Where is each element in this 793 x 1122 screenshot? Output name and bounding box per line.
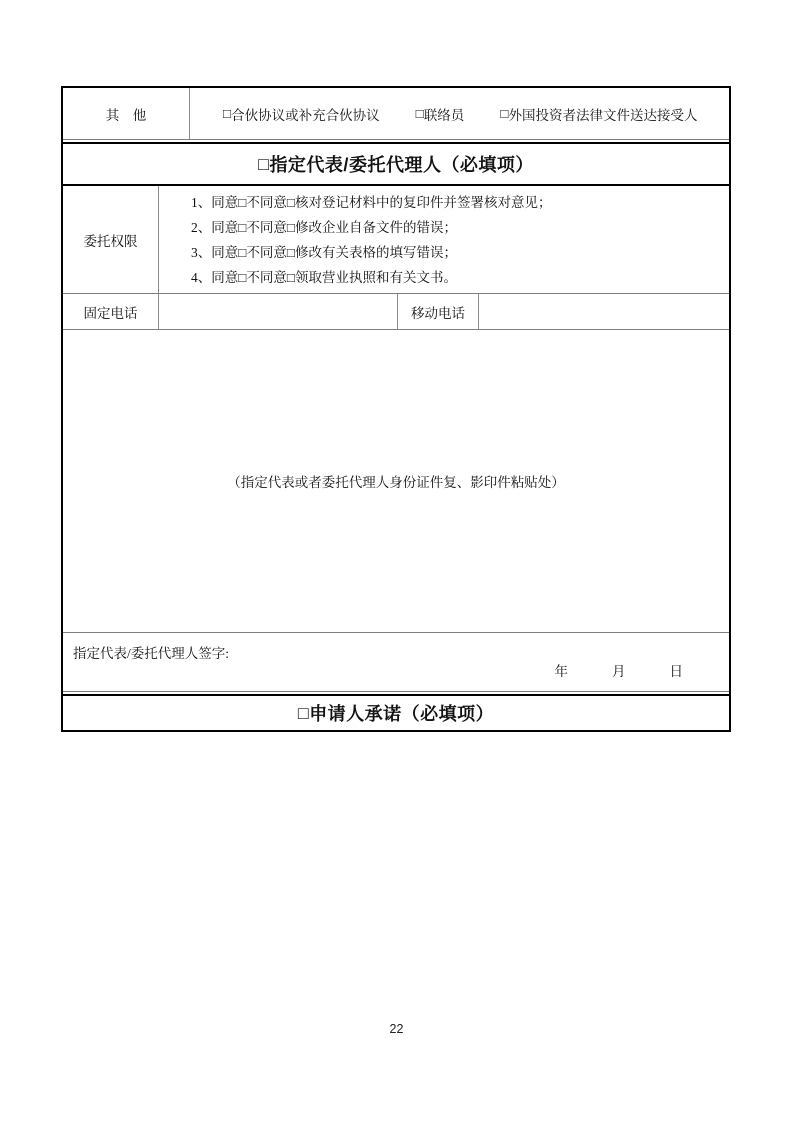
mobile-phone-label: 移动电话: [398, 294, 479, 329]
checkbox-icon[interactable]: □: [223, 105, 232, 121]
option-label: 外国投资者法律文件送达接受人: [508, 107, 698, 123]
checkbox-icon[interactable]: □: [500, 105, 509, 121]
date-line: [555, 660, 684, 680]
day-label: 日: [669, 664, 683, 679]
phone-row: [63, 294, 729, 330]
section-header-label: 申请人承诺（必填项）: [309, 704, 495, 724]
fixed-phone-label: 固定电话: [63, 294, 159, 329]
paste-area-note: （指定代表或者委托代理人身份证件复、影印件粘贴处）: [227, 475, 565, 490]
registration-form-table: [61, 86, 731, 732]
authority-item-2[interactable]: 2、同意□不同意□修改企业自备文件的错误；: [191, 219, 458, 235]
id-copy-paste-area: [63, 330, 729, 633]
option-partnership-agreement[interactable]: [223, 104, 380, 124]
page-number: 22: [389, 1022, 404, 1036]
month-label: 月: [612, 664, 626, 679]
authority-row: [63, 186, 729, 294]
authority-row-label: 委托权限: [63, 186, 159, 293]
option-foreign-investor-legal-doc-recipient[interactable]: [500, 104, 697, 124]
fixed-phone-value-cell[interactable]: [159, 294, 398, 329]
authority-item-3[interactable]: 3、同意□不同意□修改有关表格的填写错误；: [191, 244, 458, 260]
option-label: 联络员: [423, 107, 465, 123]
year-label: 年: [554, 664, 568, 679]
other-options-cell: [190, 88, 729, 139]
checkbox-icon[interactable]: □: [415, 105, 424, 121]
authority-items-cell: [159, 186, 729, 293]
mobile-phone-value-cell[interactable]: [479, 294, 729, 329]
other-row-label: 其 他: [63, 88, 190, 139]
section-header-designated-representative: [63, 142, 729, 186]
signature-label: 指定代表/委托代理人签字:: [73, 646, 230, 661]
checkbox-icon[interactable]: □: [258, 153, 270, 174]
option-liaison-person[interactable]: [416, 104, 465, 124]
signature-row[interactable]: [63, 633, 729, 692]
checkbox-icon[interactable]: □: [297, 702, 310, 723]
other-row: [63, 88, 729, 140]
section-header-label: 指定代表/委托代理人（必填项）: [269, 155, 534, 175]
authority-item-4[interactable]: 4、同意□不同意□领取营业执照和有关文书。: [191, 269, 458, 285]
section-header-applicant-commitment: [63, 694, 729, 730]
authority-item-1[interactable]: 1、同意□不同意□核对登记材料中的复印件并签署核对意见；: [191, 194, 552, 210]
option-label: 合伙协议或补充合伙协议: [231, 107, 380, 123]
